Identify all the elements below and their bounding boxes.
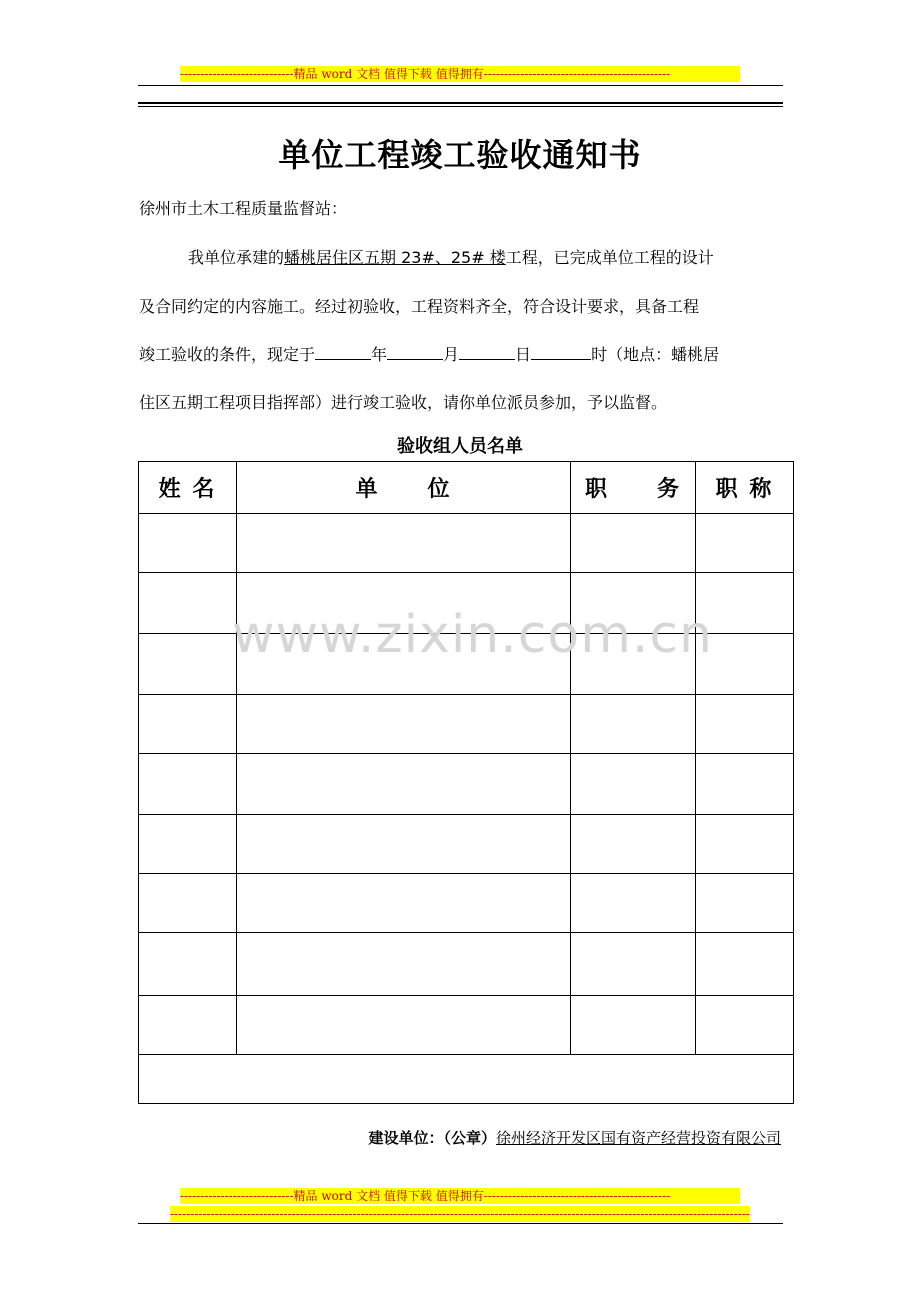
project-name: 蟠桃居住区五期 23#、25# 楼 [284,248,506,267]
cell-position[interactable] [571,634,696,695]
table-row [139,634,794,695]
header-rule-top [138,85,783,86]
cell-unit[interactable] [237,573,571,634]
hour-location: 时（地点：蟠桃居 [591,345,720,364]
cell-name[interactable] [139,514,237,573]
cell-name[interactable] [139,754,237,815]
cell-name[interactable] [139,634,237,695]
header-unit: 单 位 [237,462,571,514]
cell-unit[interactable] [237,514,571,573]
day-blank[interactable] [459,344,515,360]
body-line-1 [188,245,714,268]
cell-title[interactable] [696,815,794,874]
cell-title[interactable] [696,634,794,695]
table-row [139,754,794,815]
cell-unit[interactable] [237,754,571,815]
cell-name[interactable] [139,933,237,996]
cell-position[interactable] [571,874,696,933]
body-line-2: 及合同约定的内容施工。经过初验收，工程资料齐全，符合设计要求，具备工程 [139,297,700,316]
cell-remarks[interactable] [139,1055,794,1104]
header-title: 职 称 [696,462,794,514]
cell-position[interactable] [571,815,696,874]
cell-unit[interactable] [237,874,571,933]
document-title: 单位工程竣工验收通知书 [278,136,642,174]
year-blank[interactable] [315,344,371,360]
cell-unit[interactable] [237,815,571,874]
header-banner: ----------------------------精品 word 文档 值得下载 值得拥有---------------------------------------------- [180,66,740,82]
cell-title[interactable] [696,933,794,996]
cell-position[interactable] [571,695,696,754]
header-rule-double-2 [138,106,783,107]
cell-unit[interactable] [237,695,571,754]
header-position: 职 务 [571,462,696,514]
table-row [139,933,794,996]
signature-company: 徐州经济开发区国有资产经营投资有限公司 [495,1129,781,1147]
table-row [139,573,794,634]
signature-line [368,1127,781,1148]
cell-name[interactable] [139,996,237,1055]
body-line-4: 住区五期工程项目指挥部）进行竣工验收，请你单位派员参加，予以监督。 [139,393,668,412]
month-blank[interactable] [387,344,443,360]
cell-position[interactable] [571,754,696,815]
watermark: www.zixin.com.cn [232,605,713,665]
cell-title[interactable] [696,695,794,754]
cell-unit[interactable] [237,634,571,695]
body-line-1-suffix: 工程，已完成单位工程的设计 [505,248,714,267]
member-list-title: 验收组人员名单 [397,436,523,457]
cell-title[interactable] [696,996,794,1055]
cell-position[interactable] [571,996,696,1055]
month-label: 月 [443,345,460,364]
cell-name[interactable] [139,573,237,634]
cell-position[interactable] [571,933,696,996]
body-line-3-prefix: 竣工验收的条件，现定于 [139,345,316,364]
table-row [139,874,794,933]
table-row [139,695,794,754]
body-line-1-prefix: 我单位承建的 [188,248,285,267]
table-footer-row [139,1055,794,1104]
cell-name[interactable] [139,815,237,874]
cell-title[interactable] [696,754,794,815]
table-row [139,815,794,874]
footer-banner-1: ----------------------------精品 word 文档 值得下载 值得拥有---------------------------------------------- [180,1188,740,1204]
table-row [139,996,794,1055]
footer-banner-2: ----------------------------------------------------------------------------------------------------------------------------------------------- [170,1207,750,1221]
cell-name[interactable] [139,695,237,754]
cell-unit[interactable] [237,933,571,996]
header-rule-double-1 [138,102,783,104]
day-label: 日 [515,345,532,364]
addressee: 徐州市土木工程质量监督站： [139,199,348,218]
signature-label: 建设单位：（公章） [368,1129,496,1147]
table-header-row [139,462,794,514]
table-row [139,514,794,573]
footer-rule [138,1223,783,1224]
cell-name[interactable] [139,874,237,933]
member-table [138,461,794,1104]
cell-position[interactable] [571,573,696,634]
body-line-3 [139,342,719,365]
cell-unit[interactable] [237,996,571,1055]
cell-position[interactable] [571,514,696,573]
cell-title[interactable] [696,874,794,933]
hour-blank[interactable] [531,344,591,360]
cell-title[interactable] [696,573,794,634]
cell-title[interactable] [696,514,794,573]
header-name: 姓 名 [139,462,237,514]
year-label: 年 [371,345,388,364]
